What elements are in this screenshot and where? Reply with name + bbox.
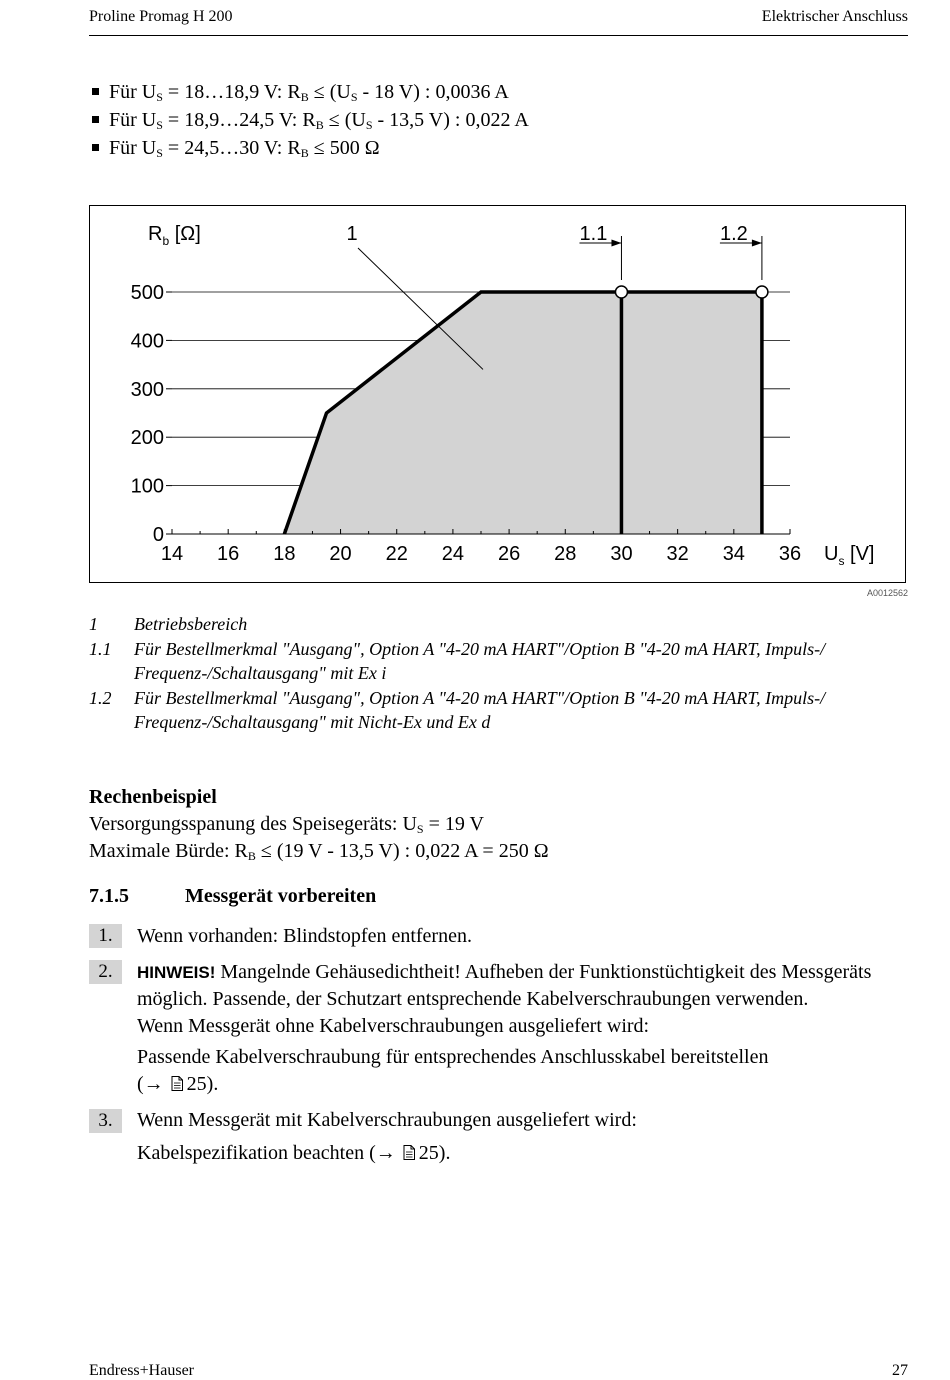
x-tick-label: 20: [329, 543, 352, 565]
section-title: Messgerät vorbereiten: [185, 885, 377, 907]
formula-item: Für $U_S$ = 24,5…30 V: $R_B \le 500$ Ω: [89, 134, 909, 162]
callout-label: 1: [346, 223, 358, 245]
formula-item: Für $U_S$ = 18,9…24,5 V: $R_B \le (U_S - 13,5$ V) : 0,022 A: [89, 106, 909, 134]
figure-legend: [89, 612, 909, 735]
x-tick-label: 14: [160, 543, 184, 565]
step-text: Kabelspezifikation beachten (→ 25).: [137, 1142, 451, 1164]
load-chart: [89, 205, 906, 583]
operating-range-area: [284, 292, 762, 534]
bullet-square-icon: [92, 88, 99, 95]
x-tick-label: 34: [722, 543, 745, 565]
x-tick-label: 16: [217, 543, 240, 565]
header-product: Proline Promag H 200: [89, 8, 233, 25]
section-heading: [89, 885, 376, 908]
formula-list: [89, 78, 909, 162]
formula-item: Für $U_S$ = 18…18,9 V: $R_B \le (U_S - 18$ V) : 0,0036 A: [89, 78, 909, 106]
y-tick-label: 100: [130, 475, 164, 498]
header-chapter: Elektrischer Anschluss: [761, 8, 908, 25]
y-tick-label: 0: [152, 524, 164, 546]
header-rule: [89, 35, 908, 36]
figure-id: A0012562: [866, 588, 908, 598]
chart-area: [284, 286, 768, 534]
x-tick-label: 26: [497, 543, 521, 565]
x-tick-label: 22: [385, 543, 408, 565]
y-tick-label: 300: [130, 378, 164, 401]
step-text: Wenn Messgerät mit Kabelverschraubungen ausgeliefert wird:: [137, 1109, 637, 1131]
x-tick-label: 24: [441, 543, 465, 565]
step-text: Wenn vorhanden: Blindstopfen entfernen.: [137, 925, 472, 947]
step-number: 2.: [89, 960, 122, 984]
example-title: Rechenbeispiel: [89, 786, 217, 808]
marker-label: 1.2: [720, 223, 748, 245]
x-tick-label: 32: [666, 543, 689, 565]
marker-label: 1.1: [579, 223, 608, 245]
x-tick-label: 36: [778, 543, 802, 565]
arrow-head-icon: [752, 240, 762, 247]
legend-item: 1.1 Für Bestellmerkmal "Ausgang", Option A "4-20 mA HART"/Option B "4-20 mA HART, Impuls-/ Frequenz-/Schaltausgang" mit Ex i: [89, 638, 826, 683]
example-line-load: Maximale Bürde: $R_B \le (19$ V - 13,5 V) : 0,022 A = 250 Ω: [89, 840, 549, 863]
section-number: 7.1.5: [89, 885, 129, 907]
y-tick-label: 200: [130, 427, 164, 450]
page-icon: [403, 1145, 415, 1160]
step-number: 3.: [89, 1109, 122, 1133]
y-tick-label: 500: [130, 282, 164, 304]
bullet-square-icon: [92, 144, 99, 151]
step-text: Wenn Messgerät ohne Kabelverschraubungen ausgeliefert wird:: [137, 1015, 650, 1037]
example-line-supply: Versorgungsspanung des Speisegeräts: $U_S = 19$ V: [89, 813, 484, 836]
legend-item: 1 Betriebsbereich: [89, 614, 248, 634]
notice-label: HINWEIS!: [137, 963, 216, 982]
page-icon: [171, 1076, 183, 1091]
bullet-square-icon: [92, 116, 99, 123]
y-axis-label: $R_b$ [Ω]: [148, 223, 201, 248]
limit-point: [756, 286, 768, 298]
y-tick-label: 400: [130, 330, 164, 353]
arrow-head-icon: [611, 240, 621, 247]
x-axis-label: $U_s$ [V]: [824, 543, 875, 568]
page-number: 27: [892, 1362, 908, 1379]
calculation-example: [89, 784, 909, 865]
x-tick-label: 30: [610, 543, 633, 565]
limit-point: [615, 286, 627, 298]
x-tick-label: 28: [554, 543, 577, 565]
legend-item: 1.2 Für Bestellmerkmal "Ausgang", Option A "4-20 mA HART"/Option B "4-20 mA HART, Impuls-/ Frequenz-/Schaltausgang" mit Nicht-Ex und Ex d: [89, 687, 826, 732]
step-number: 1.: [89, 924, 122, 948]
step-text: Passende Kabelverschraubung für entsprechendes Anschlusskabel bereitstellen (→ 25).: [137, 1046, 769, 1095]
load-chart-svg: [90, 206, 904, 581]
step-text: HINWEIS! Mangelnde Gehäusedichtheit! Aufheben der Funktionstüchtigkeit des Messgeräts möglich. Passende, der Schutzart entsprechende Kabelverschraubungen verwenden.: [137, 961, 872, 1010]
x-tick-label: 18: [273, 543, 296, 565]
footer-brand: Endress+Hauser: [89, 1362, 194, 1379]
